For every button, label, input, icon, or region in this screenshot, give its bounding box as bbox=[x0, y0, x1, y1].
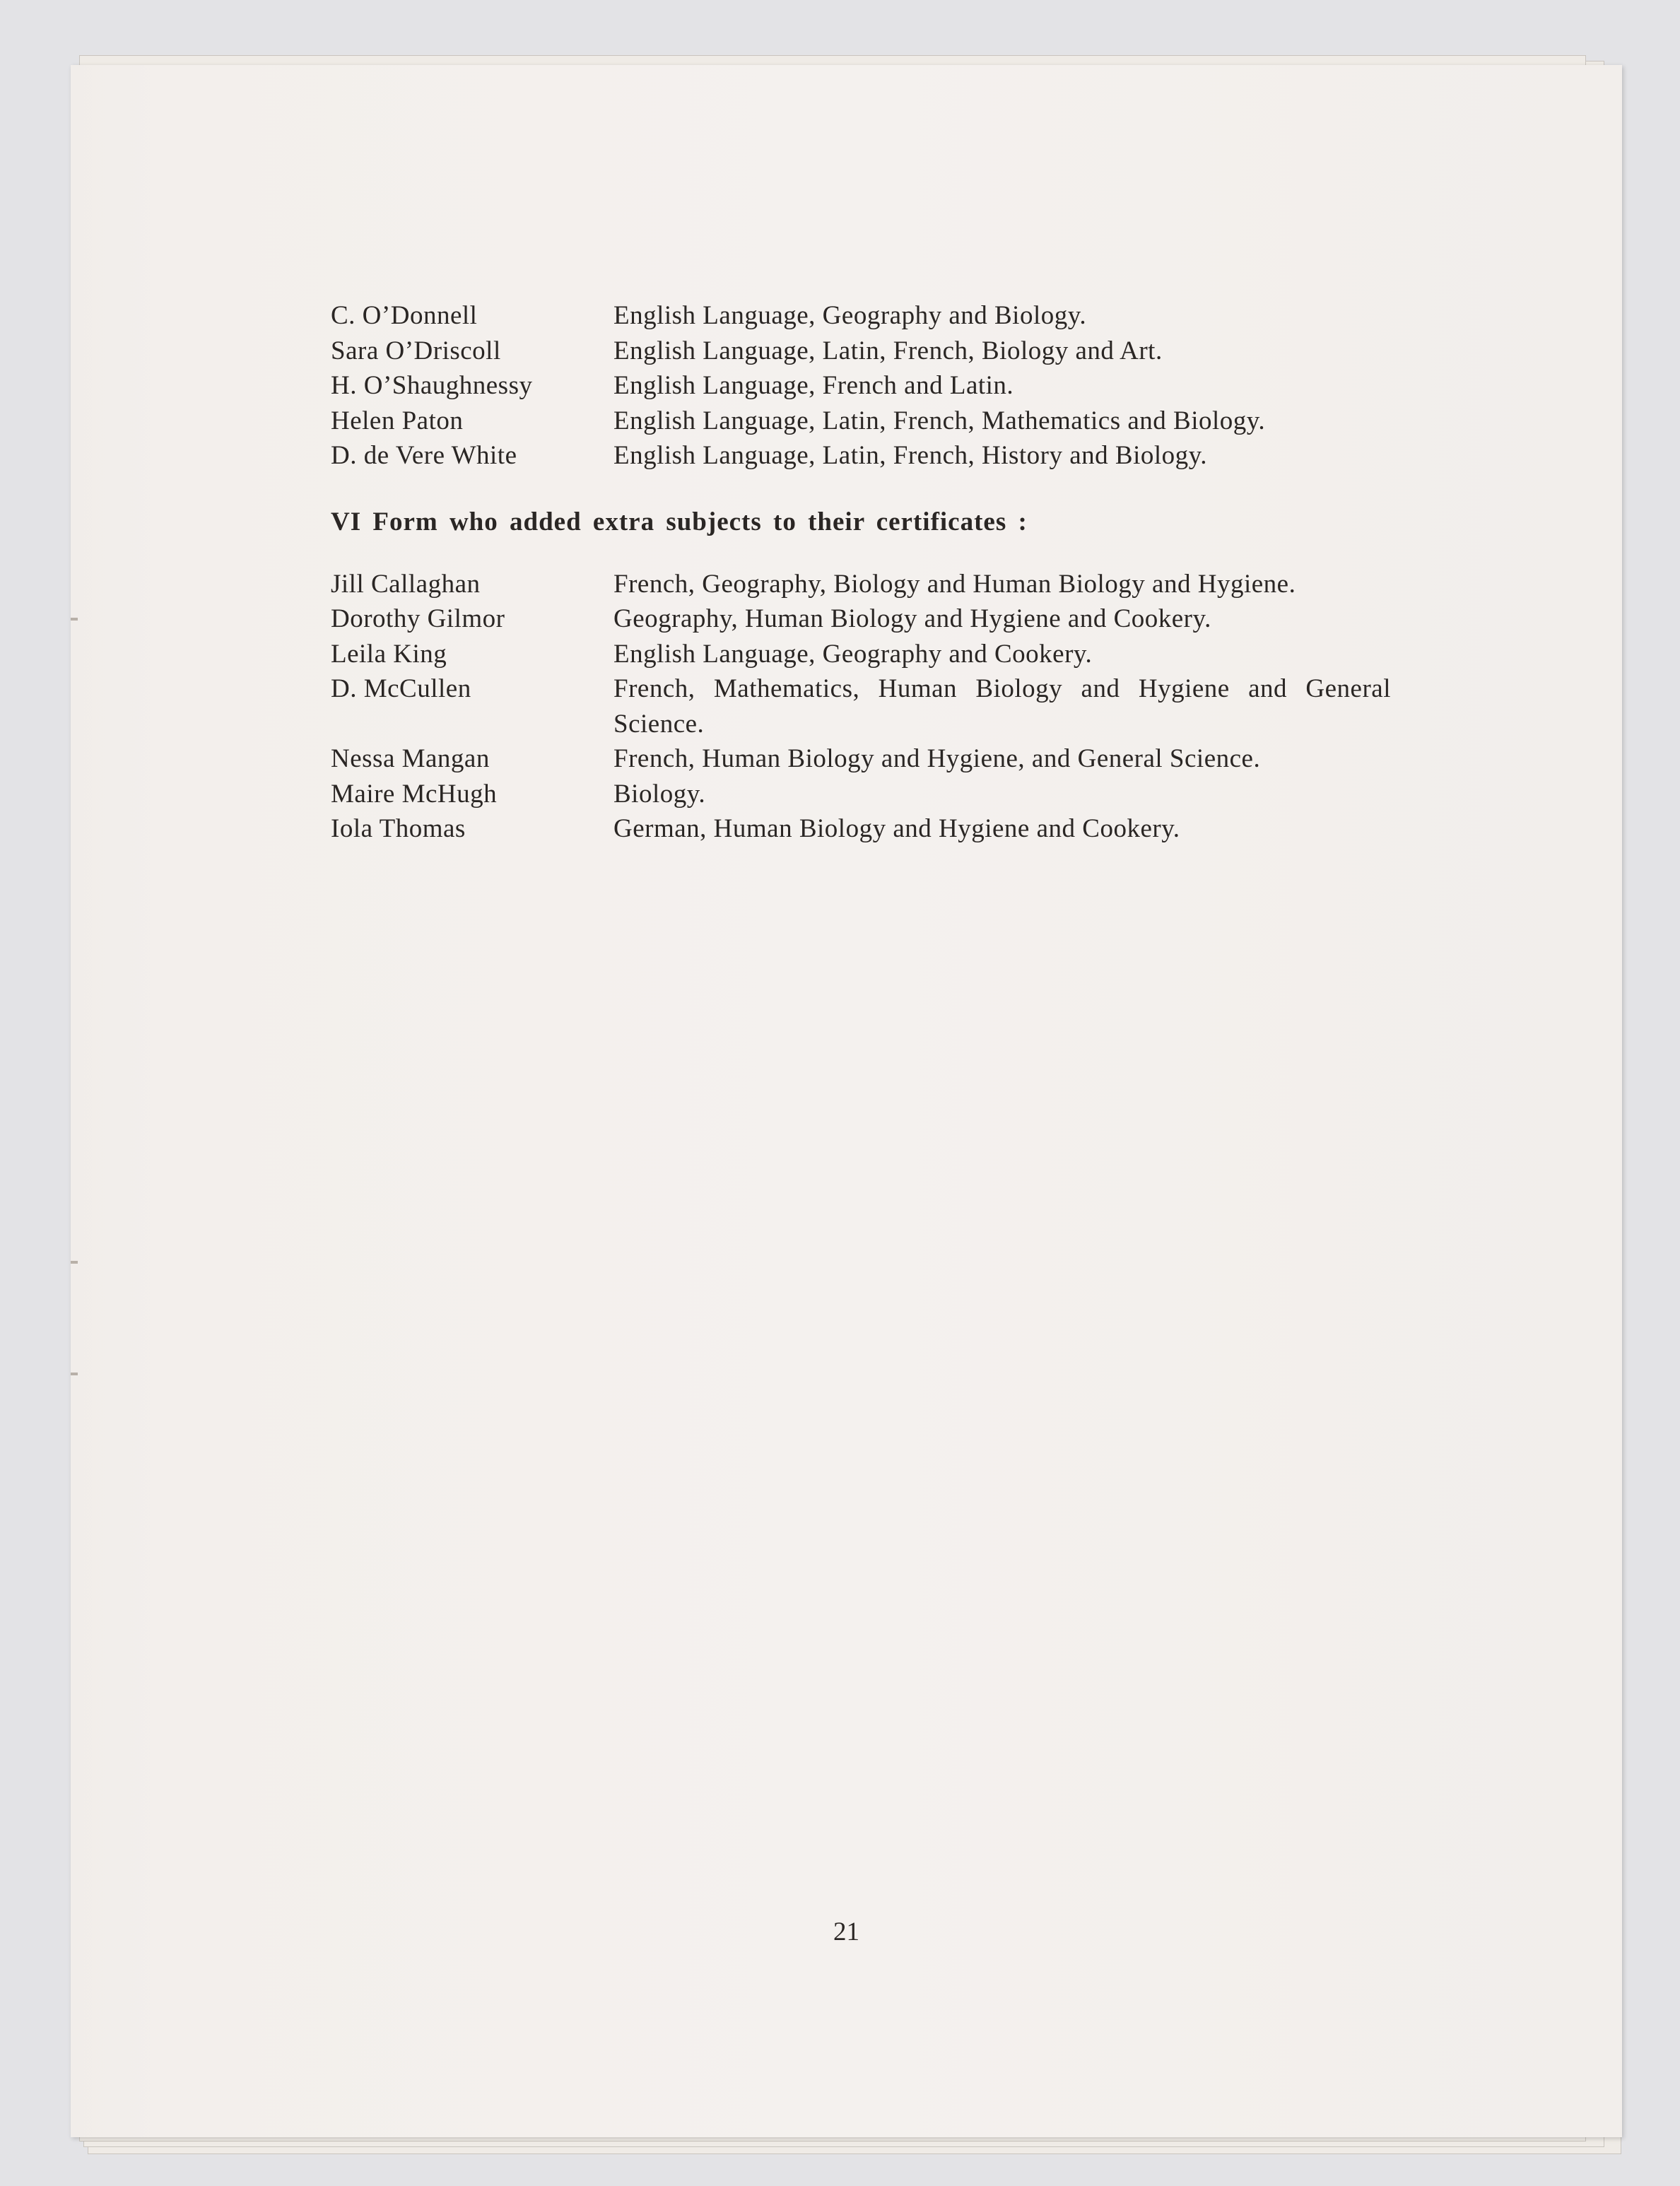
student-name: Dorothy Gilmor bbox=[331, 604, 505, 633]
list-item bbox=[331, 741, 1462, 777]
student-subjects: French, Human Biology and Hygiene, and General Science. bbox=[613, 744, 1261, 773]
top-results-list bbox=[331, 298, 1462, 474]
list-item bbox=[331, 637, 1462, 672]
student-subjects: English Language, Latin, French, Mathematics and Biology. bbox=[613, 406, 1266, 435]
list-item bbox=[331, 334, 1462, 369]
list-item bbox=[331, 777, 1462, 812]
staple-mark bbox=[71, 1373, 78, 1375]
student-name: D. de Vere White bbox=[331, 441, 517, 470]
student-name: C. O’Donnell bbox=[331, 301, 478, 330]
student-subjects: English Language, Latin, French, History and Biology. bbox=[613, 441, 1208, 470]
booklet-page bbox=[71, 65, 1622, 2137]
student-subjects: Biology. bbox=[613, 779, 706, 809]
list-item bbox=[331, 438, 1462, 474]
student-subjects: English Language, Geography and Biology. bbox=[613, 301, 1087, 330]
staple-mark bbox=[71, 618, 78, 621]
list-item bbox=[331, 811, 1462, 847]
list-item bbox=[331, 601, 1462, 637]
student-subjects: German, Human Biology and Hygiene and Cookery. bbox=[613, 814, 1180, 843]
list-item bbox=[331, 404, 1462, 439]
student-name: Nessa Mangan bbox=[331, 744, 490, 773]
student-subjects: French, Mathematics, Human Biology and Hygiene and General Science. bbox=[613, 674, 1391, 739]
student-name: Leila King bbox=[331, 639, 447, 669]
student-subjects: English Language, French and Latin. bbox=[613, 371, 1014, 400]
student-subjects: English Language, Latin, French, Biology and Art. bbox=[613, 336, 1163, 365]
list-item bbox=[331, 671, 1462, 741]
section-heading: VI Form who added extra subjects to their certificates : bbox=[331, 507, 1028, 536]
student-name: Maire McHugh bbox=[331, 779, 498, 809]
student-name: Sara O’Driscoll bbox=[331, 336, 501, 365]
student-subjects: Geography, Human Biology and Hygiene and Cookery. bbox=[613, 604, 1211, 633]
page-content bbox=[331, 298, 1462, 847]
staple-mark bbox=[71, 1261, 78, 1264]
student-subjects: English Language, Geography and Cookery. bbox=[613, 639, 1093, 669]
student-subjects: French, Geography, Biology and Human Biology and Hygiene. bbox=[613, 569, 1296, 599]
page-number: 21 bbox=[833, 1917, 859, 1946]
list-item bbox=[331, 567, 1462, 602]
student-name: Helen Paton bbox=[331, 406, 464, 435]
student-name: Iola Thomas bbox=[331, 814, 466, 843]
vi-form-list bbox=[331, 567, 1462, 847]
student-name: D. McCullen bbox=[331, 674, 471, 703]
list-item bbox=[331, 368, 1462, 404]
student-name: H. O’Shaughnessy bbox=[331, 371, 533, 400]
list-item bbox=[331, 298, 1462, 334]
student-name: Jill Callaghan bbox=[331, 569, 481, 599]
